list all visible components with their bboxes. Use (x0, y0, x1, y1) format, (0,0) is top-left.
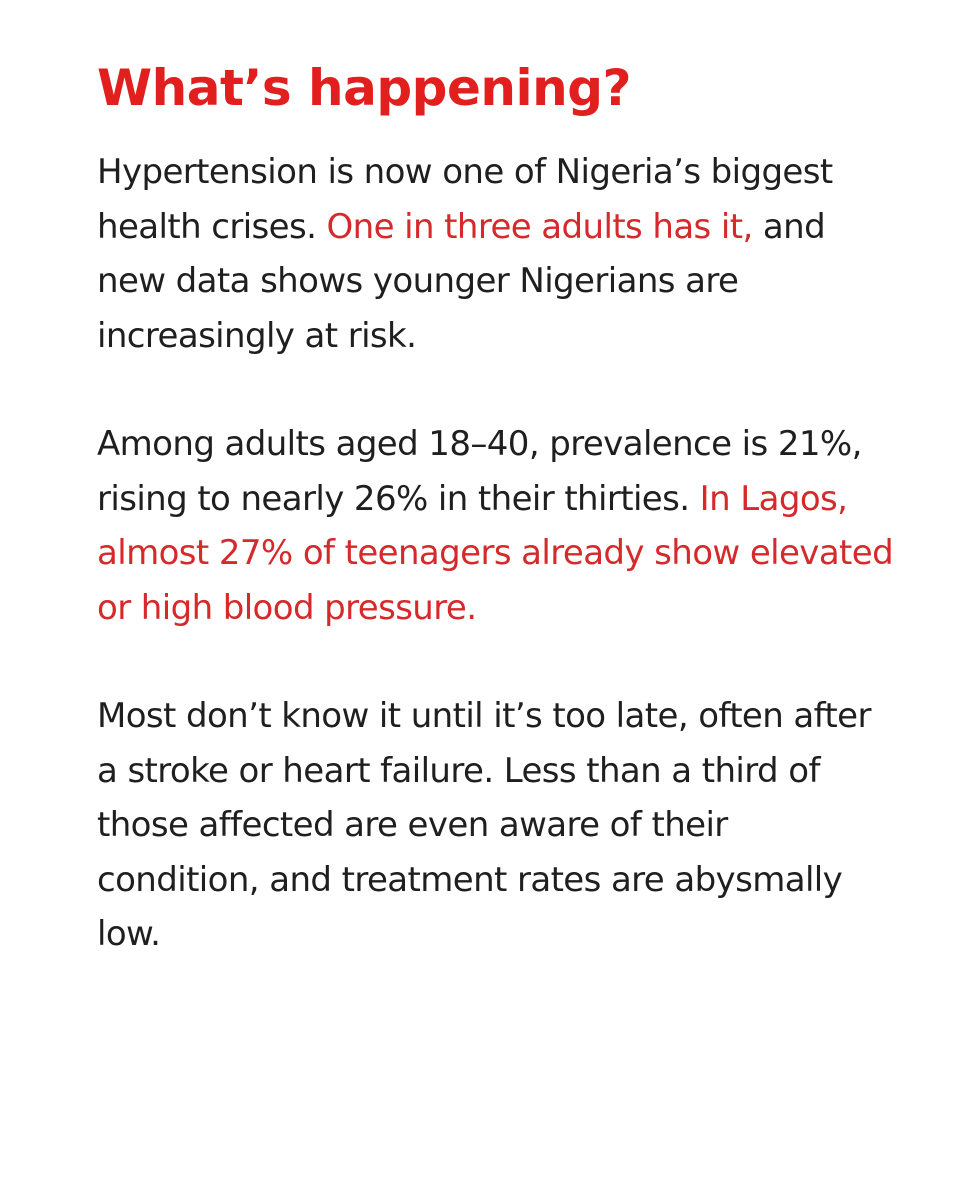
paragraph-1-text: Hypertension is now one of Nigeria’s biggest health crises. (97, 152, 833, 247)
paragraph-3 (97, 689, 897, 962)
paragraph-2 (97, 417, 897, 635)
paragraph-2-highlight: In Lagos, almost 27% of teenagers already show elevated or high blood pressure. (97, 478, 894, 628)
article-content (97, 56, 897, 962)
paragraph-2-text: Among adults aged 18–40, prevalence is 21%, rising to nearly 26% in their thirties. (97, 424, 862, 519)
paragraph-1 (97, 145, 897, 363)
page-title: What’s happening? (97, 59, 632, 117)
paragraph-1-text-end: and new data shows younger Nigerians are increasingly at risk. (97, 206, 826, 356)
paragraph-1-highlight: One in three adults has it, (326, 206, 753, 247)
paragraph-3-text: Most don’t know it until it’s too late, often after a stroke or heart failure. Less than a third of those affected are even aware of their condition, and treatment rates are abysmally low. (97, 696, 871, 954)
